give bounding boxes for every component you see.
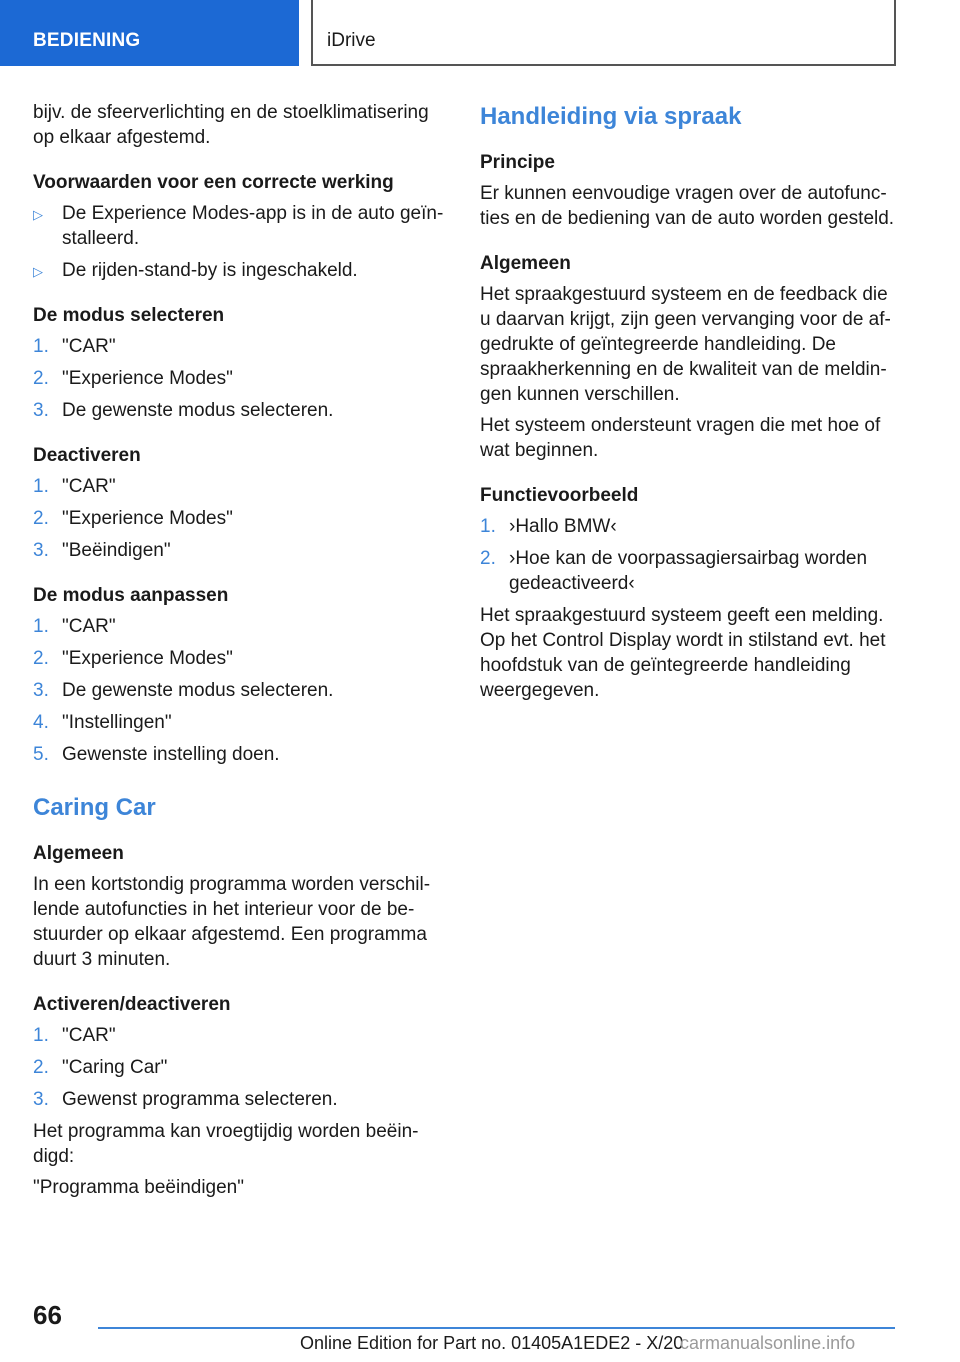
- list-item: 1. "CAR": [33, 336, 116, 357]
- example-steps: [480, 514, 900, 596]
- caring-car-end-text: Het programma kan vroegtijdig worden beëindigd:: [33, 1121, 419, 1167]
- adjust-mode-heading: De modus aanpassen: [33, 585, 229, 606]
- edition-text: Online Edition for Part no. 01405A1EDE2 - X/20: [300, 1333, 684, 1353]
- right-column: [480, 100, 900, 715]
- list-item: 2. ›Hoe kan de voorpassagiersairbag worden gedeactiveerd‹: [480, 548, 868, 594]
- example-text: Het spraakgestuurd systeem geeft een melding. Op het Control Display wordt in stilstand evt. het hoofdstuk van de geïntegreerde handleiding weergegeven.: [480, 605, 886, 701]
- deactivate-steps: [33, 474, 453, 563]
- deactivate-heading: Deactiveren: [33, 445, 141, 466]
- page-header: [0, 0, 960, 66]
- left-column: [33, 100, 453, 1212]
- adjust-mode-steps: [33, 614, 453, 767]
- list-item: 3. "Beëindigen": [33, 540, 171, 561]
- list-item: 1. ›Hallo BMW‹: [480, 516, 617, 537]
- list-item: 2. "Experience Modes": [33, 648, 233, 669]
- list-item: 1. "CAR": [33, 476, 116, 497]
- list-item: 3. Gewenst programma selecteren.: [33, 1089, 338, 1110]
- list-item: 2. "Experience Modes": [33, 368, 233, 389]
- page-number: 66: [33, 1300, 62, 1330]
- list-item: 4. "Instellingen": [33, 712, 172, 733]
- requirements-list: [33, 201, 453, 283]
- principle-heading: Principe: [480, 152, 555, 173]
- list-item: 1. "CAR": [33, 616, 116, 637]
- example-heading: Functievoorbeeld: [480, 485, 639, 506]
- list-item: 2. "Caring Car": [33, 1057, 168, 1078]
- caring-car-general-text: In een kortstondig programma worden verschillende autofuncties in het interieur voor de bestuurder op elkaar afgestemd. Een programma duurt 3 minuten.: [33, 874, 431, 970]
- list-item: ▷ De Experience Modes-app is in de auto geïnstalleerd.: [33, 203, 444, 249]
- caring-car-title: Caring Car: [33, 794, 156, 821]
- general-heading: Algemeen: [480, 253, 571, 274]
- list-item: 1. "CAR": [33, 1025, 116, 1046]
- requirements-heading: Voorwaarden voor een correcte werking: [33, 172, 394, 193]
- principle-text: Er kunnen eenvoudige vragen over de autofuncties en de bediening van de auto worden gesteld.: [480, 183, 895, 229]
- voice-manual-title: Handleiding via spraak: [480, 103, 742, 130]
- caring-car-general-heading: Algemeen: [33, 843, 124, 864]
- general-text-1: Het spraakgestuurd systeem en de feedback die u daarvan krijgt, zijn geen vervanging voor de afgedrukte of geïntegreerde handleiding. De spraakherkenning en de kwaliteit van de meldingen kunnen verschillen.: [480, 284, 891, 405]
- triangle-bullet-icon: ▷: [33, 207, 43, 222]
- footer-divider: [98, 1327, 895, 1329]
- list-item: 3. De gewenste modus selecteren.: [33, 680, 334, 701]
- select-mode-steps: [33, 334, 453, 423]
- caring-car-end-command: "Programma beëindigen": [33, 1177, 244, 1198]
- section-tab: BEDIENING: [0, 0, 299, 66]
- caring-car-steps: [33, 1023, 453, 1112]
- list-item: 5. Gewenste instelling doen.: [33, 744, 280, 765]
- topic-tab: iDrive: [311, 0, 896, 66]
- list-item: ▷ De rijden-stand-by is ingeschakeld.: [33, 258, 453, 283]
- caring-car-activate-heading: Activeren/deactiveren: [33, 994, 231, 1015]
- triangle-bullet-icon: ▷: [33, 264, 43, 279]
- select-mode-heading: De modus selecteren: [33, 305, 225, 326]
- watermark: carmanualsonline.info: [680, 1333, 856, 1353]
- intro-text: bijv. de sfeerverlichting en de stoelklimatisering op elkaar afgestemd.: [33, 102, 429, 148]
- list-item: 3. De gewenste modus selecteren.: [33, 400, 334, 421]
- general-text-2: Het systeem ondersteunt vragen die met hoe of wat beginnen.: [480, 415, 881, 461]
- list-item: 2. "Experience Modes": [33, 508, 233, 529]
